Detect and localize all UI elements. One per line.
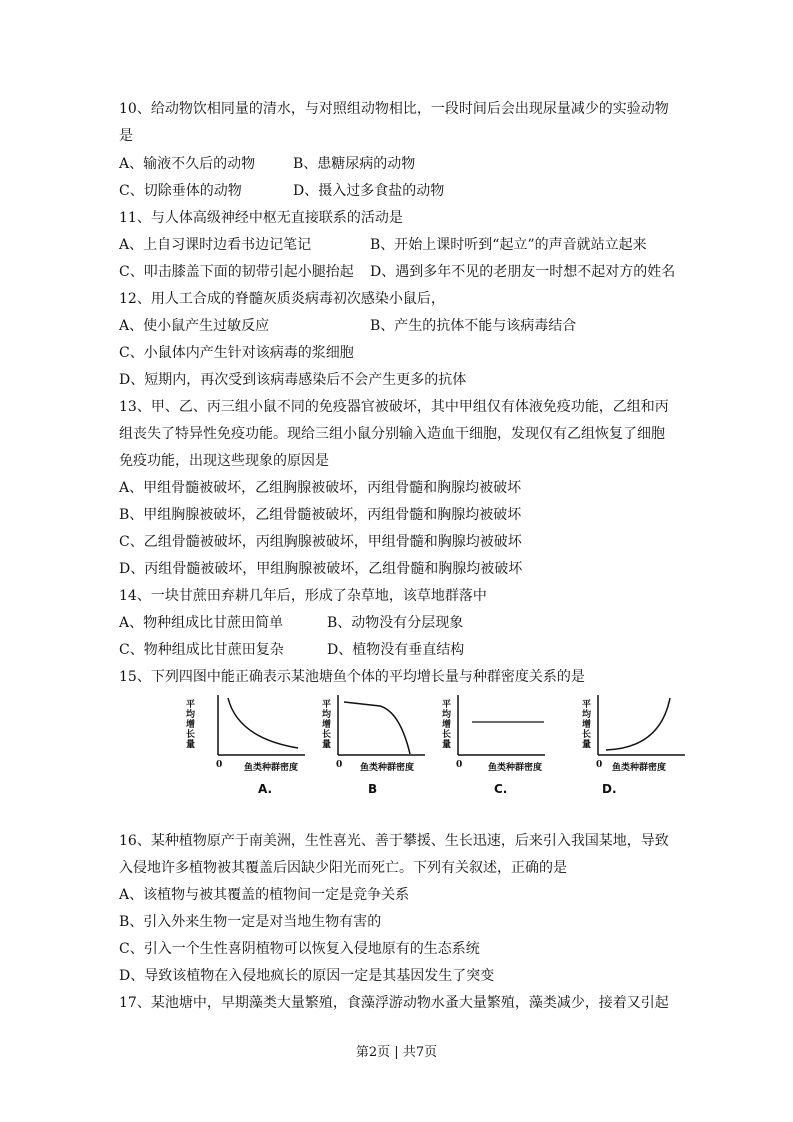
graph-a-xlabel: 鱼类种群密度 (244, 763, 299, 773)
graph-c (420, 690, 550, 800)
q13-stem-line2: 组丧失了特异性免疫功能。现给三组小鼠分别输入造血干细胞，发现仅有乙组恢复了细胞 (119, 426, 665, 442)
q15-stem: 15、下列四图中能正确表示某池塘鱼个体的平均增长量与种群密度关系的是 (119, 669, 585, 685)
q10-option-b: B、患糖尿病的动物 (293, 156, 416, 172)
q16-option-b: B、引入外来生物一定是对当地生物有害的 (119, 914, 382, 930)
q14-option-a: A、物种组成比甘蔗田简单 (119, 615, 284, 631)
q10-option-d: D、摄入过多食盐的动物 (293, 183, 445, 199)
graph-c-origin: 0 (456, 760, 463, 770)
q13-option-d: D、丙组骨髓被破坏，甲组胸腺被破坏，乙组骨髓和胸腺均被破坏 (119, 561, 523, 577)
q16-option-a: A、该植物与被其覆盖的植物间一定是竞争关系 (119, 887, 410, 903)
q14-option-b: B、动物没有分层现象 (327, 615, 464, 631)
q11-option-c: C、叩击膝盖下面的韧带引起小腿抬起 (119, 264, 354, 280)
graph-c-ylabel: 平均增长量 (442, 700, 452, 750)
q16-option-d: D、导致该植物在入侵地疯长的原因一定是其基因发生了突变 (119, 968, 495, 984)
q17-stem: 17、某池塘中，早期藻类大量繁殖，食藻浮游动物水蚤大量繁殖，藻类减少，接着又引起 (119, 995, 669, 1011)
graph-b-origin: 0 (336, 760, 343, 770)
graph-d-ylabel: 平均增长量 (582, 700, 592, 750)
graph-a-ylabel: 平均增长量 (186, 700, 196, 750)
graph-b (300, 690, 430, 800)
graph-b-ylabel: 平均增长量 (322, 700, 332, 750)
graph-b-label: B (368, 782, 378, 796)
q13-stem-line1: 13、甲、乙、丙三组小鼠不同的免疫器官被破坏，其中甲组仅有体液免疫功能，乙组和丙 (119, 399, 669, 415)
graph-d-xlabel: 鱼类种群密度 (612, 763, 667, 773)
q12-option-c: C、小鼠体内产生针对该病毒的浆细胞 (119, 345, 354, 361)
q10-option-c: C、切除垂体的动物 (119, 183, 242, 199)
q10-stem-line1: 10、给动物饮相同量的清水，与对照组动物相比，一段时间后会出现尿量减少的实验动物 (119, 101, 669, 117)
q11-stem: 11、与人体高级神经中枢无直接联系的活动是 (119, 210, 403, 226)
graph-c-label: C. (494, 782, 508, 796)
q11-option-a: A、上自习课时边看书边记笔记 (119, 237, 312, 253)
q14-option-c: C、物种组成比甘蔗田复杂 (119, 642, 284, 658)
q12-option-d: D、短期内，再次受到该病毒感染后不会产生更多的抗体 (119, 372, 467, 388)
page-footer: 第2页 | 共7页 (355, 1045, 438, 1060)
q12-option-a: A、使小鼠产生过敏反应 (119, 318, 270, 334)
q12-stem: 12、用人工合成的脊髓灰质炎病毒初次感染小鼠后， (119, 291, 445, 307)
q16-stem-line1: 16、某种植物原产于南美洲，生性喜光、善于攀援、生长迅速，后来引入我国某地，导致 (119, 833, 669, 849)
q11-option-b: B、开始上课时听到“起立”的声音就站立起来 (370, 237, 647, 253)
q15-graphs (180, 690, 700, 800)
q13-option-b: B、甲组胸腺被破坏，乙组骨髓被破坏，丙组骨髓和胸腺均被破坏 (119, 507, 522, 523)
graph-a-origin: 0 (216, 760, 223, 770)
graph-a (180, 690, 310, 800)
q16-option-c: C、引入一个生性喜阴植物可以恢复入侵地原有的生态系统 (119, 941, 480, 957)
q10-stem-line2: 是 (119, 128, 133, 144)
graph-b-xlabel: 鱼类种群密度 (360, 763, 415, 773)
q13-stem-line3: 免疫功能，出现这些现象的原因是 (119, 453, 329, 469)
q14-stem: 14、一块甘蔗田弃耕几年后，形成了杂草地，该草地群落中 (119, 588, 487, 604)
q11-option-d: D、遇到多年不见的老朋友一时想不起对方的姓名 (370, 264, 676, 280)
graph-c-xlabel: 鱼类种群密度 (488, 763, 543, 773)
q13-option-c: C、乙组骨髓被破坏，丙组胸腺被破坏，甲组骨髓和胸腺均被破坏 (119, 534, 522, 550)
q16-stem-line2: 入侵地许多植物被其覆盖后因缺少阳光而死亡。下列有关叙述，正确的是 (119, 860, 567, 876)
graph-d-origin: 0 (596, 760, 603, 770)
graph-d (560, 690, 690, 800)
q10-option-a: A、输液不久后的动物 (119, 156, 256, 172)
q14-option-d: D、植物没有垂直结构 (327, 642, 465, 658)
graph-d-label: D. (602, 782, 617, 796)
q12-option-b: B、产生的抗体不能与该病毒结合 (370, 318, 577, 334)
q13-option-a: A、甲组骨髓被破坏，乙组胸腺被破坏，丙组骨髓和胸腺均被破坏 (119, 480, 522, 496)
graph-a-label: A. (258, 782, 273, 796)
